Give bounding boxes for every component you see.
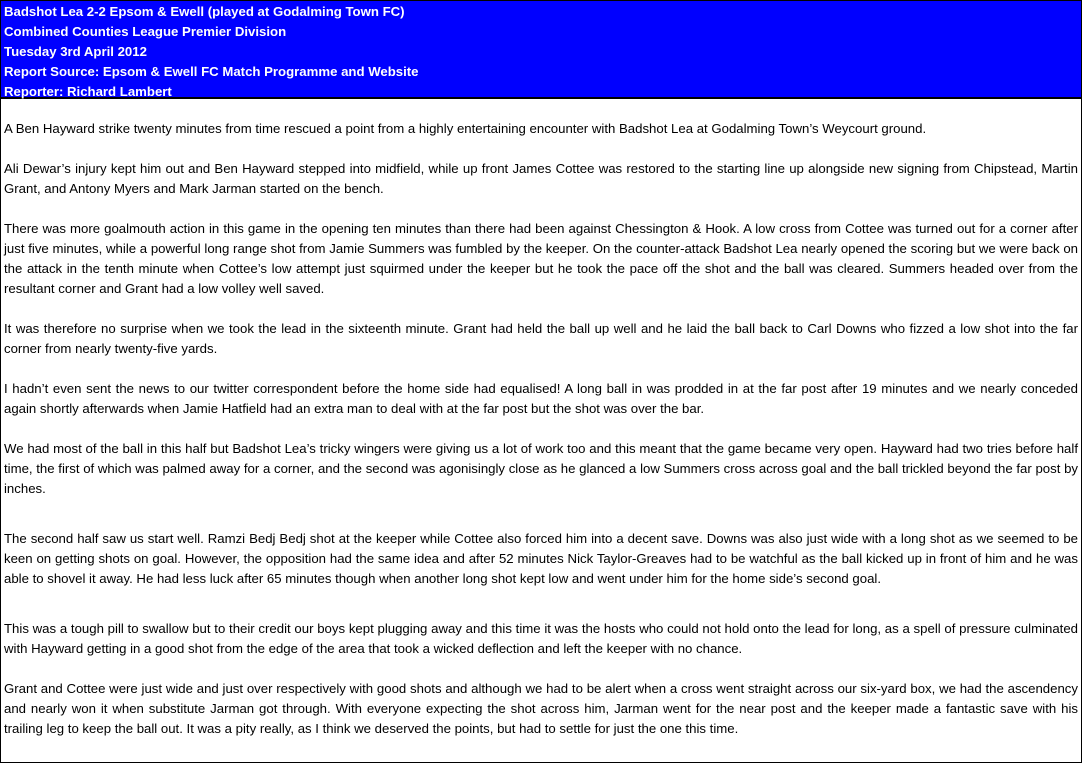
report-paragraph: A Ben Hayward strike twenty minutes from time rescued a point from a highly entertaining encounter with Badshot Lea at Godalming Town’s Weycourt ground. (4, 121, 927, 136)
report-body (1, 119, 1081, 739)
report-paragraph: I hadn’t even sent the news to our twitter correspondent before the home side had equalised! A long ball in was prodded in at the far post after 19 minutes and we nearly conceded again shortly afterwards when Jamie Hatfield had an extra man to deal with at the far post but the shot was over the bar. (4, 381, 1078, 416)
report-source: Report Source: Epsom & Ewell FC Match Programme and Website (4, 64, 419, 79)
report-paragraph: Grant and Cottee were just wide and just over respectively with good shots and although we had to be alert when a cross went straight across our six-yard box, we had the ascendency and nearly won it when substitute Jarman got through. With everyone expecting the shot across him, Jarman went for the near post and the keeper made a fantastic save with his trailing leg to keep the ball out. It was a pity really, as I think we deserved the points, but had to settle for just the one this time. (4, 681, 1078, 736)
report-header (1, 1, 1081, 99)
reporter-name: Reporter: Richard Lambert (4, 84, 172, 99)
report-paragraph: The second half saw us start well. Ramzi Bedj Bedj shot at the keeper while Cottee also forced him into a decent save. Downs was also just wide with a long shot as we seemed to be keen on getting shots on goal. However, the opposition had the same idea and after 52 minutes Nick Taylor-Greaves had to be watchful as the ball kicked up in front of him and he was able to shovel it away. He had less luck after 65 minutes though when another long shot kept low and went under him for the home side’s second goal. (4, 531, 1078, 586)
report-paragraph: This was a tough pill to swallow but to their credit our boys kept plugging away and this time it was the hosts who could not hold onto the lead for long, as a spell of pressure culminated with Hayward getting in a good shot from the edge of the area that took a wicked deflection and left the keeper with no chance. (4, 621, 1078, 656)
report-paragraph: Ali Dewar’s injury kept him out and Ben Hayward stepped into midfield, while up front James Cottee was restored to the starting line up alongside new signing from Chipstead, Martin Grant, and Antony Myers and Mark Jarman started on the bench. (4, 161, 1078, 196)
report-paragraph: There was more goalmouth action in this game in the opening ten minutes than there had been against Chessington & Hook. A low cross from Cottee was turned out for a corner after just five minutes, while a powerful long range shot from Jamie Summers was fumbled by the keeper. On the counter-attack Badshot Lea nearly opened the scoring but we were back on the attack in the tenth minute when Cottee’s low attempt just squirmed under the keeper but he took the pace off the shot and the ball was cleared. Summers headed over from the resultant corner and Grant had a low volley well saved. (4, 221, 1078, 296)
report-paragraph: It was therefore no surprise when we took the lead in the sixteenth minute. Grant had held the ball up well and he laid the ball back to Carl Downs who fizzed a low shot into the far corner from nearly twenty-five yards. (4, 321, 1078, 356)
match-title: Badshot Lea 2-2 Epsom & Ewell (played at Godalming Town FC) (4, 4, 405, 19)
match-date: Tuesday 3rd April 2012 (4, 44, 147, 59)
competition-name: Combined Counties League Premier Division (4, 24, 287, 39)
report-paragraph: We had most of the ball in this half but Badshot Lea’s tricky wingers were giving us a lot of work too and this meant that the game became very open. Hayward had two tries before half time, the first of which was palmed away for a corner, and the second was agonisingly close as he glanced a low Summers cross across goal and the ball trickled beyond the far post by inches. (4, 441, 1078, 496)
